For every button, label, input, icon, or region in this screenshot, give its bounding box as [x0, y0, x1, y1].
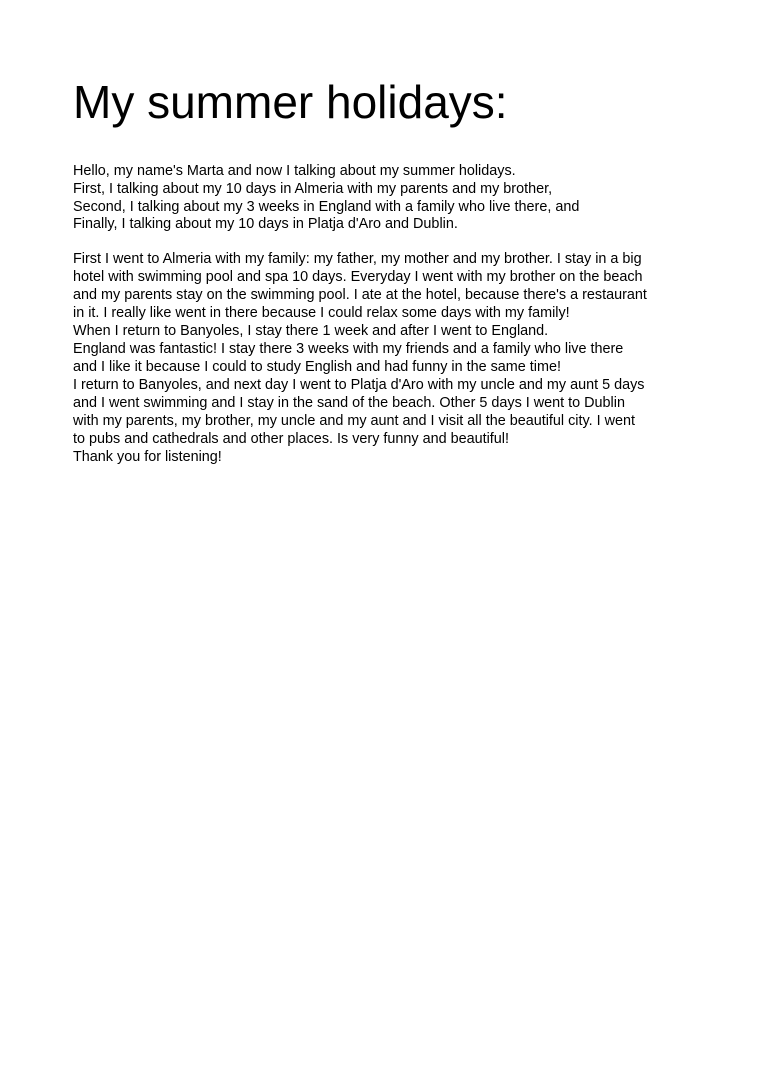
intro-line: Finally, I talking about my 10 days in Platja d'Aro and Dublin.: [73, 216, 458, 232]
page-title: My summer holidays:: [73, 76, 508, 128]
body-line: and my parents stay on the swimming pool. I ate at the hotel, because there's a restaurant: [73, 287, 647, 303]
body-line: Thank you for listening!: [73, 449, 222, 465]
intro-line: Hello, my name's Marta and now I talking about my summer holidays.: [73, 163, 516, 179]
intro-line: Second, I talking about my 3 weeks in England with a family who live there, and: [73, 199, 580, 215]
body-line: hotel with swimming pool and spa 10 days. Everyday I went with my brother on the beach: [73, 269, 643, 285]
body-line: When I return to Banyoles, I stay there 1 week and after I went to England.: [73, 323, 549, 339]
body-line: and I went swimming and I stay in the sand of the beach. Other 5 days I went to Dublin: [73, 395, 625, 411]
body-line: to pubs and cathedrals and other places. Is very funny and beautiful!: [73, 431, 509, 447]
intro-line: First, I talking about my 10 days in Almeria with my parents and my brother,: [73, 181, 553, 197]
body-line: England was fantastic! I stay there 3 weeks with my friends and a family who live there: [73, 341, 624, 357]
body-line: First I went to Almeria with my family: my father, my mother and my brother. I stay in a big: [73, 251, 642, 267]
body-line: I return to Banyoles, and next day I went to Platja d'Aro with my uncle and my aunt 5 days: [73, 377, 645, 393]
body-line: and I like it because I could to study English and had funny in the same time!: [73, 359, 561, 375]
body-line: in it. I really like went in there because I could relax some days with my family!: [73, 305, 570, 321]
body-line: with my parents, my brother, my uncle and my aunt and I visit all the beautiful city. I went: [73, 413, 636, 429]
